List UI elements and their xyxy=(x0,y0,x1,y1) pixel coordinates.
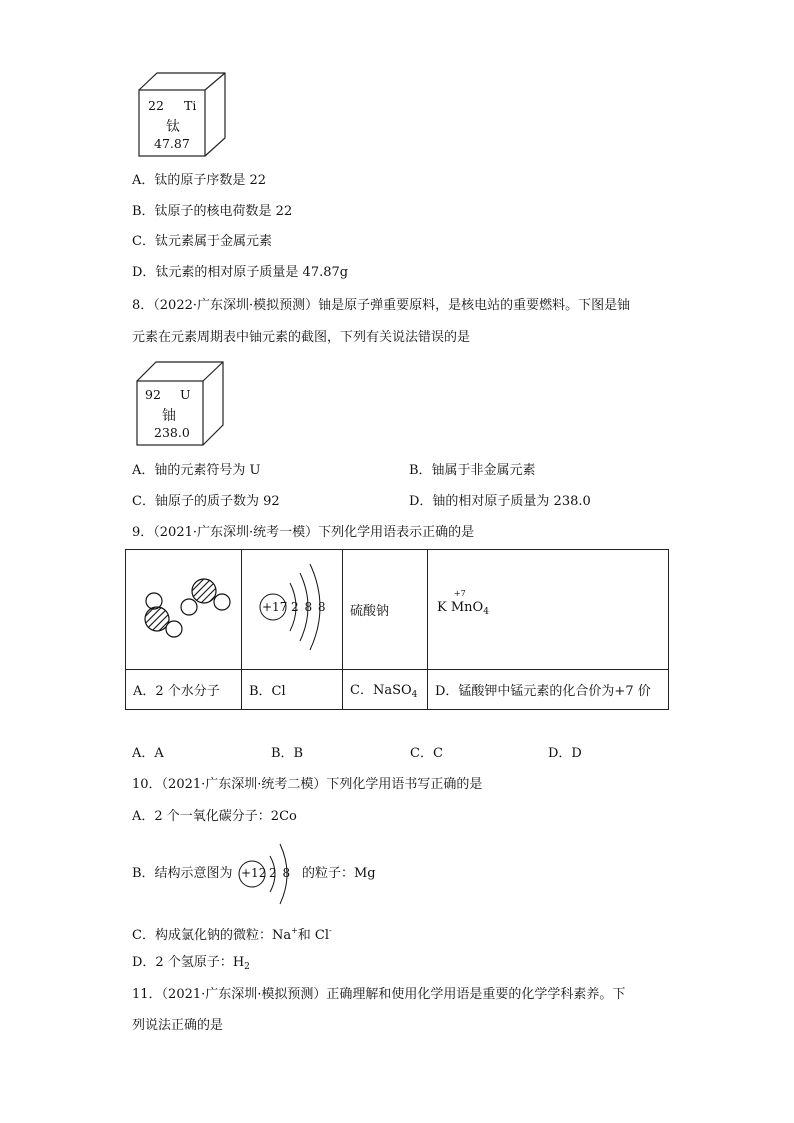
mg-nucleus-charge: +12 xyxy=(241,866,267,880)
q11-title-line1: 11．（2021·广东深圳·模拟预测）正确理解和使用化学用语是重要的化学学科素养。下 xyxy=(132,987,626,1002)
q9-option-b: B．Cl xyxy=(242,670,343,710)
mg-structure-diagram xyxy=(236,836,296,912)
q11-title-line2: 列说法正确的是 xyxy=(132,1018,224,1033)
q7-option-a: A．钛的原子序数是 22 xyxy=(132,173,267,188)
cl-shell-electrons: 2 8 8 xyxy=(291,600,327,614)
kmno4-formula: K +7 MnO$_4$ xyxy=(437,589,489,617)
atomic-mass: 47.87 xyxy=(154,136,190,151)
element-symbol: Ti xyxy=(184,98,197,113)
cell-cl-structure xyxy=(242,550,343,670)
q10-option-b-suffix: 的粒子：Mg xyxy=(302,866,376,881)
q9-choice-d: D．D xyxy=(548,746,582,761)
q9-choice-c: C．C xyxy=(410,746,443,761)
water-molecules-diagram xyxy=(126,550,241,665)
atomic-number: 92 xyxy=(145,387,161,402)
q8-title-line1: 8．（2022·广东深圳·模拟预测）铀是原子弹重要原料，是核电站的重要燃料。下图是铀 xyxy=(132,298,631,313)
cell-sodium-sulfate: 硫酸钠 xyxy=(343,550,428,670)
valence-label: +7 xyxy=(453,589,466,598)
q8-title-line2: 元素在元素周期表中铀元素的截图，下列有关说法错误的是 xyxy=(132,330,471,345)
q9-title: 9．（2021·广东深圳·统考一模）下列化学用语表示正确的是 xyxy=(132,525,475,540)
q8-option-c: C．铀原子的质子数为 92 xyxy=(132,494,280,509)
element-symbol: U xyxy=(180,387,191,402)
element-card-u xyxy=(136,361,226,447)
q9-option-a: A．2 个水分子 xyxy=(126,670,242,710)
q8-option-a: A．铀的元素符号为 U xyxy=(132,463,261,478)
q9-option-c: C．NaSO$_4$ xyxy=(343,670,428,710)
element-card-ti xyxy=(138,72,228,158)
q9-choice-a: A．A xyxy=(132,746,164,761)
q10-title: 10．（2021·广东深圳·统考二模）下列化学用语书写正确的是 xyxy=(132,777,483,792)
atomic-mass: 238.0 xyxy=(154,425,190,440)
q10-option-a: A．2 个一氧化碳分子：2Co xyxy=(132,809,297,824)
q9-choice-b: B．B xyxy=(271,746,304,761)
q8-option-b: B．铀属于非金属元素 xyxy=(409,463,536,478)
q10-option-c: C．构成氯化钠的微粒：Na+和 Cl- xyxy=(132,926,332,943)
cell-water-molecules xyxy=(126,550,242,670)
q7-option-d: D．钛元素的相对原子质量是 47.87g xyxy=(132,265,349,280)
mg-shell-electrons: 2 8 xyxy=(269,866,292,880)
q9-option-d: D．锰酸钾中锰元素的化合价为+7 价 xyxy=(428,670,669,710)
q8-option-d: D．铀的相对原子质量为 238.0 xyxy=(409,494,591,509)
q10-option-b-prefix: B．结构示意图为 xyxy=(132,866,233,881)
cell-kmno4 xyxy=(428,550,669,670)
atomic-number: 22 xyxy=(148,98,164,113)
element-name: 铀 xyxy=(162,408,176,424)
q10-option-d: D．2 个氢原子：$H_2$ xyxy=(132,955,250,972)
element-name: 钛 xyxy=(166,119,180,135)
q7-option-b: B．钛原子的核电荷数是 22 xyxy=(132,204,293,219)
q7-option-c: C．钛元素属于金属元素 xyxy=(132,234,272,249)
q9-options-table xyxy=(125,549,669,710)
cl-nucleus-charge: +17 xyxy=(262,600,288,614)
